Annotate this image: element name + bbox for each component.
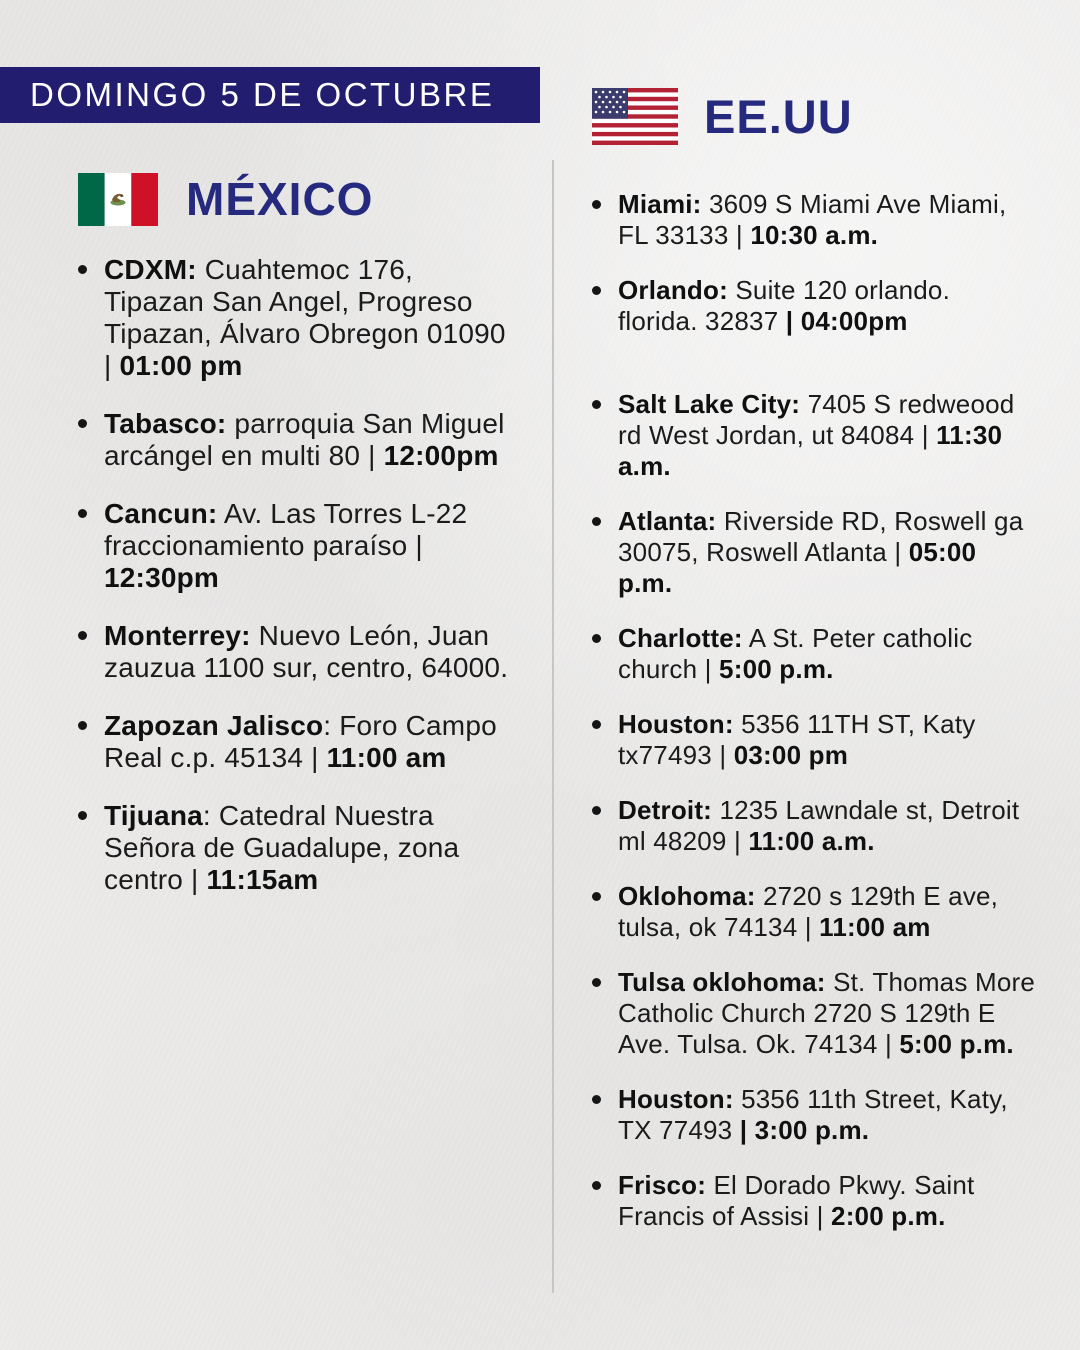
date-banner-label: DOMINGO 5 DE OCTUBRE [30, 76, 495, 113]
event-item [592, 623, 1036, 685]
event-text: Detroit: 1235 Lawndale st, Detroit ml 48209 | 11:00 a.m. [618, 795, 1020, 856]
mexico-event-list [78, 254, 518, 896]
event-text: Houston: 5356 11TH ST, Katy tx77493 | 03:00 pm [618, 709, 976, 770]
event-item [78, 620, 518, 684]
bullet-icon [78, 265, 87, 274]
event-item [78, 800, 518, 896]
event-text: Zapozan Jalisco: Foro Campo Real c.p. 45134 | 11:00 am [104, 710, 497, 773]
column-divider [552, 160, 554, 1293]
bullet-icon [592, 517, 601, 526]
bullet-icon [592, 286, 601, 295]
event-item [592, 275, 1036, 337]
event-text: Houston: 5356 11th Street, Katy, TX 77493 | 3:00 p.m. [618, 1084, 1008, 1145]
bullet-icon [592, 1095, 601, 1104]
event-text: Miami: 3609 S Miami Ave Miami, FL 33133 | 10:30 a.m. [618, 189, 1007, 250]
usa-event-list [592, 189, 1036, 1232]
event-item [78, 498, 518, 594]
event-text: Atlanta: Riverside RD, Roswell ga 30075, Roswell Atlanta | 05:00 p.m. [618, 506, 1024, 598]
bullet-icon [592, 978, 601, 987]
bullet-icon [592, 1181, 601, 1190]
event-item [592, 967, 1036, 1060]
event-item [78, 408, 518, 472]
event-text: Monterrey: Nuevo León, Juan zauzua 1100 sur, centro, 64000. [104, 620, 509, 683]
bullet-icon [78, 811, 87, 820]
bullet-icon [592, 892, 601, 901]
event-item [78, 710, 518, 774]
event-item [78, 254, 518, 382]
bullet-icon [592, 200, 601, 209]
bullet-icon [592, 634, 601, 643]
bullet-icon [78, 631, 87, 640]
usa-title: EE.UU [704, 90, 853, 143]
event-text: Oklohoma: 2720 s 129th E ave, tulsa, ok 74134 | 11:00 am [618, 881, 999, 942]
event-item [592, 506, 1036, 599]
date-banner [0, 67, 540, 123]
event-text: Orlando: Suite 120 orlando. florida. 32837 | 04:00pm [618, 275, 951, 336]
bullet-icon [592, 400, 601, 409]
mexico-flag-icon [78, 173, 158, 226]
event-item [592, 1084, 1036, 1146]
event-text: Tabasco: parroquia San Miguel arcángel en multi 80 | 12:00pm [104, 408, 505, 471]
event-text: Salt Lake City: 7405 S redweood rd West Jordan, ut 84084 | 11:30 a.m. [618, 389, 1015, 481]
usa-header [592, 88, 1036, 145]
event-item [592, 881, 1036, 943]
bullet-icon [592, 806, 601, 815]
event-text: CDXM: Cuahtemoc 176, Tipazan San Angel, Progreso Tipazan, Álvaro Obregon 01090 | 01:00 pm [104, 254, 506, 381]
event-item [592, 189, 1036, 251]
usa-flag-icon [592, 88, 678, 145]
event-text: Charlotte: A St. Peter catholic church | 5:00 p.m. [618, 623, 973, 684]
event-text: Tulsa oklohoma: St. Thomas More Catholic Church 2720 S 129th E Ave. Tulsa. Ok. 74134 | 5:00 p.m. [618, 967, 1036, 1059]
mexico-header [78, 172, 518, 226]
event-item [592, 709, 1036, 771]
mexico-column [78, 172, 518, 896]
event-item [592, 389, 1036, 482]
event-text: Frisco: El Dorado Pkwy. Saint Francis of Assisi | 2:00 p.m. [618, 1170, 975, 1231]
mexico-title: MÉXICO [186, 173, 374, 225]
event-item [592, 1170, 1036, 1232]
bullet-icon [78, 721, 87, 730]
event-item [592, 795, 1036, 857]
event-text: Tijuana: Catedral Nuestra Señora de Guadalupe, zona centro | 11:15am [104, 800, 460, 895]
bullet-icon [592, 720, 601, 729]
usa-column [592, 88, 1036, 1232]
event-text: Cancun: Av. Las Torres L-22 fraccionamiento paraíso | 12:30pm [104, 498, 468, 593]
bullet-icon [78, 509, 87, 518]
bullet-icon [78, 419, 87, 428]
